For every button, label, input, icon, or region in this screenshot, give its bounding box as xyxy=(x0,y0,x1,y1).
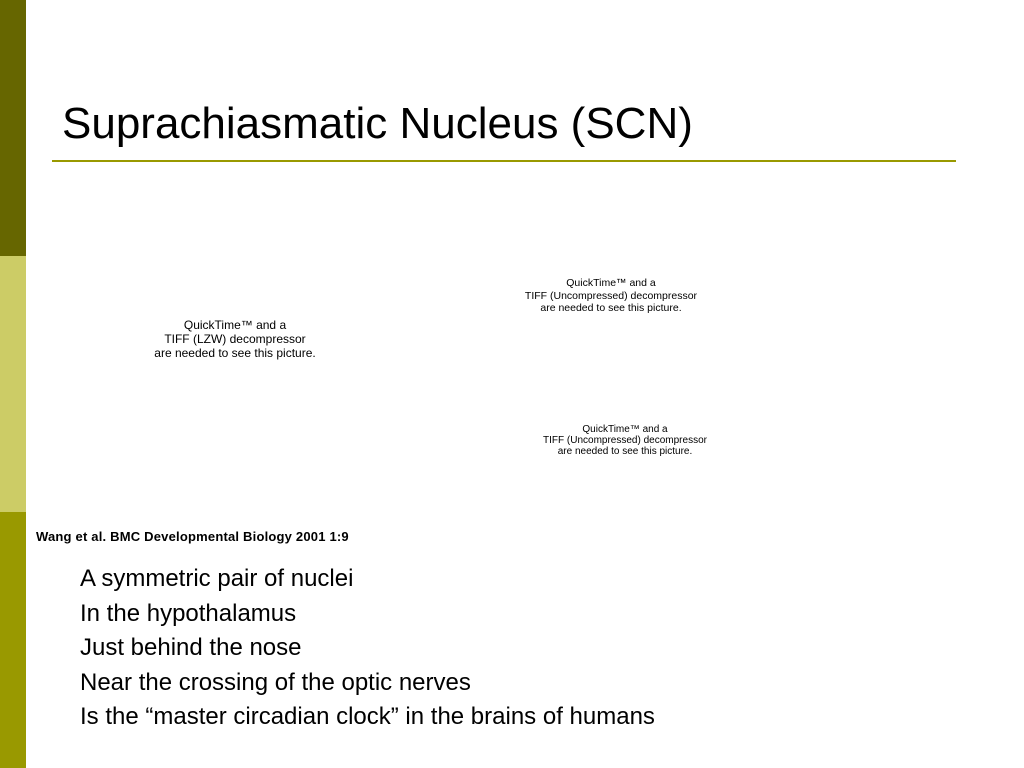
bullet-item: Near the crossing of the optic nerves xyxy=(80,668,471,696)
side-bar-top xyxy=(0,0,26,256)
placeholder-line: TIFF (Uncompressed) decompressor xyxy=(524,289,698,302)
figure-citation: Wang et al. BMC Developmental Biology 2001 1:9 xyxy=(36,529,349,544)
bullet-item: A symmetric pair of nuclei xyxy=(80,565,354,592)
bullet-item: Is the “master circadian clock” in the brains of humans xyxy=(80,703,655,730)
side-bar-middle xyxy=(0,256,26,512)
slide-title: Suprachiasmatic Nucleus (SCN) xyxy=(62,99,693,148)
placeholder-line: TIFF (LZW) decompressor xyxy=(164,332,306,346)
image-placeholder-bottom-right xyxy=(525,424,725,457)
bullet-list xyxy=(80,562,655,735)
title-underline xyxy=(52,160,956,162)
placeholder-line: are needed to see this picture. xyxy=(540,302,682,314)
image-placeholder-top-right xyxy=(500,277,722,315)
side-bar-bottom xyxy=(0,512,26,768)
placeholder-line: QuickTime™ and a xyxy=(582,424,668,435)
placeholder-line: QuickTime™ and a xyxy=(183,318,287,332)
bullet-item: In the hypothalamus xyxy=(80,599,297,627)
bullet-item: Just behind the nose xyxy=(80,634,302,661)
placeholder-line: are needed to see this picture. xyxy=(154,346,316,360)
placeholder-line: TIFF (Uncompressed) decompressor xyxy=(543,435,707,446)
placeholder-line: QuickTime™ and a xyxy=(566,277,656,289)
image-placeholder-left xyxy=(120,318,350,360)
placeholder-line: are needed to see this picture. xyxy=(557,446,693,457)
